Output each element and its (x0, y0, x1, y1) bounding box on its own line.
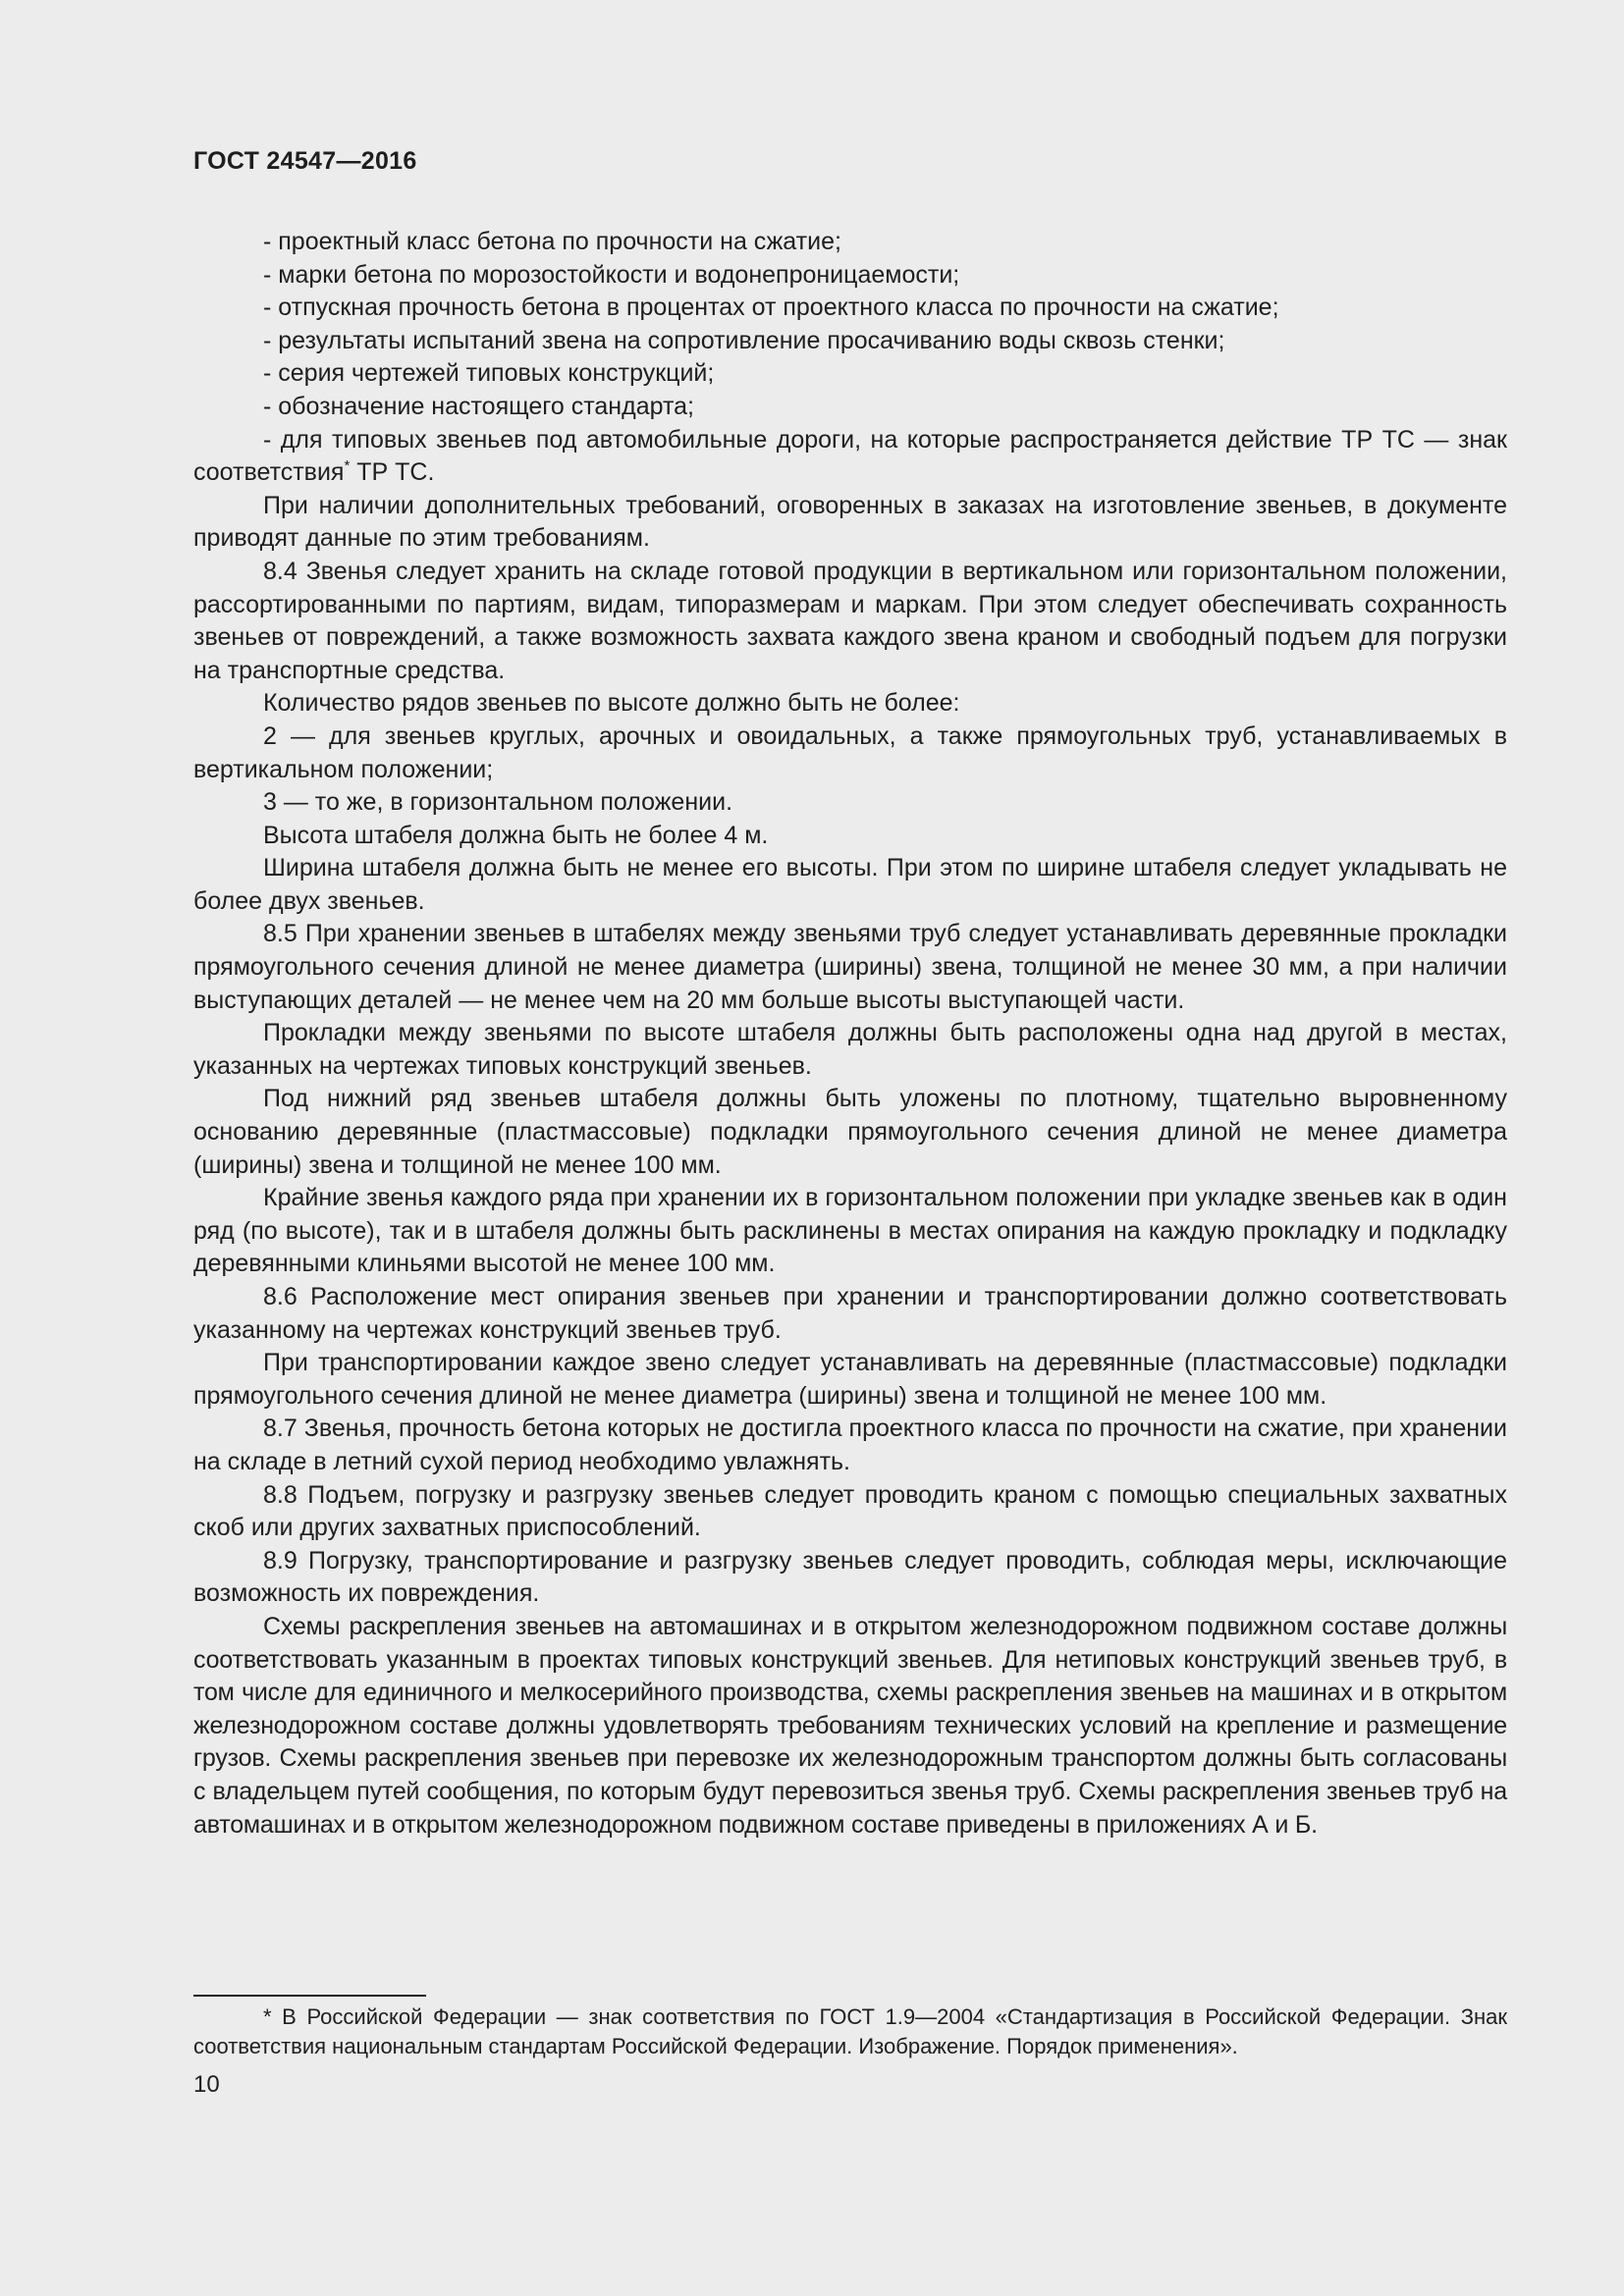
paragraph: Крайние звенья каждого ряда при хранении их в горизонтальном положении при укладке звеньев как в один ряд (по высоте), так и в штабеля должны быть расклинены в местах опирания на каждую прокладку и подкладку деревянными клиньями высотой не менее 100 мм. (193, 1184, 1507, 1278)
paragraph-clause-8-6: 8.6 Расположение мест опирания звеньев при хранении и транспортировании должно соответствовать указанному на чертежах конструкций звеньев труб. (193, 1283, 1507, 1344)
list-item-text-tail: ТР ТС. (350, 458, 435, 487)
list-item: - марки бетона по морозостойкости и водонепроницаемости; (263, 260, 960, 289)
footnote-reference[interactable]: * (344, 457, 351, 475)
document-code-header: ГОСТ 24547—2016 (193, 147, 417, 175)
list-item: - проектный класс бетона по прочности на сжатие; (263, 228, 841, 255)
list-item: - отпускная прочность бетона в процентах от проектного класса по прочности на сжатие; (263, 294, 1279, 322)
paragraph: 2 — для звеньев круглых, арочных и овоидальных, а также прямоугольных труб, устанавливаемых в вертикальном положении; (193, 721, 1507, 783)
paragraph: При наличии дополнительных требований, оговоренных в заказах на изготовление звеньев, в документе приводят данные по этим требованиям. (193, 491, 1507, 553)
list-item: - результаты испытаний звена на сопротивление просачиванию воды сквозь стенки; (263, 326, 1225, 354)
paragraph-clause-8-8: 8.8 Подъем, погрузку и разгрузку звеньев следует проводить краном с помощью специальных захватных скоб или других захватных приспособлений. (193, 1480, 1507, 1542)
paragraph: Ширина штабеля должна быть не менее его высоты. При этом по ширине штабеля следует укладывать не более двух звеньев. (193, 854, 1507, 915)
footnote: * В Российской Федерации — знак соответствия по ГОСТ 1.9—2004 «Стандартизация в Российской Федерации. Знак соответствия национальным стандартам Российской Федерации. Изображение. Порядок применения». (193, 2004, 1507, 2058)
footnote-separator (193, 1995, 426, 1997)
paragraph: Схемы раскрепления звеньев на автомашинах и в открытом железнодорожном подвижном составе должны соответствовать указанным в проектах типовых конструкций звеньев. Для нетиповых конструкций звеньев труб, в том числе для единичного и мелкосерийного производства, схемы раскрепления звеньев на машинах и в открытом железнодорожном составе должны удовлетворять требованиям технических условий на крепление и размещение грузов. Схемы раскрепления звеньев при перевозке их железнодорожным транспортом должны быть согласованы с владельцем путей сообщения, по которым будут перевозиться звенья труб. Схемы раскрепления звеньев труб на автомашинах и в открытом железнодорожном подвижном составе приведены в приложениях А и Б. (193, 1612, 1507, 1839)
page-number: 10 (193, 2071, 220, 2098)
list-item-conformity-mark (193, 424, 1507, 490)
paragraph: Под нижний ряд звеньев штабеля должны быть уложены по плотному, тщательно выровненному основанию деревянные (пластмассовые) подкладки прямоугольного сечения длиной не менее диаметра (ширины) звена и толщиной не менее 100 мм. (193, 1085, 1507, 1179)
list-item: - серия чертежей типовых конструкций; (263, 359, 715, 388)
paragraph-clause-8-9: 8.9 Погрузку, транспортирование и разгрузку звеньев следует проводить, соблюдая меры, исключающие возможность их повреждения. (193, 1546, 1507, 1608)
paragraph-clause-8-5: 8.5 При хранении звеньев в штабелях между звеньями труб следует устанавливать деревянные прокладки прямоугольного сечения длиной не менее диаметра (ширины) звена, толщиной не менее 30 мм, а при наличии выступающих деталей — не менее чем на 20 мм больше высоты выступающей части. (193, 920, 1507, 1014)
list-item-text: - для типовых звеньев под автомобильные дороги, на которые распространяется действие ТР ТС — знак соответствия (193, 425, 1507, 487)
paragraph: Количество рядов звеньев по высоте должно быть не более: (263, 689, 960, 718)
paragraph-clause-8-7: 8.7 Звенья, прочность бетона которых не достигла проектного класса по прочности на сжатие, при хранении на складе в летний сухой период необходимо увлажнять. (193, 1415, 1507, 1475)
paragraph: 3 — то же, в горизонтальном положении. (263, 788, 733, 817)
paragraph-clause-8-4: 8.4 Звенья следует хранить на складе готовой продукции в вертикальном или горизонтальном положении, рассортированными по партиям, видам, типоразмерам и маркам. При этом следует обеспечивать сохранность звеньев от повреждений, а также возможность захвата каждого звена краном и свободный подъем для погрузки на транспортные средства. (193, 557, 1507, 684)
paragraph: Прокладки между звеньями по высоте штабеля должны быть расположены одна над другой в местах, указанных на чертежах типовых конструкций звеньев. (193, 1019, 1507, 1080)
list-item: - обозначение настоящего стандарта; (263, 392, 694, 420)
body-text (193, 226, 1507, 1842)
paragraph: Высота штабеля должна быть не более 4 м. (263, 821, 769, 849)
paragraph: При транспортировании каждое звено следует устанавливать на деревянные (пластмассовые) подкладки прямоугольного сечения длиной не менее диаметра (ширины) звена и толщиной не менее 100 мм. (193, 1349, 1507, 1410)
